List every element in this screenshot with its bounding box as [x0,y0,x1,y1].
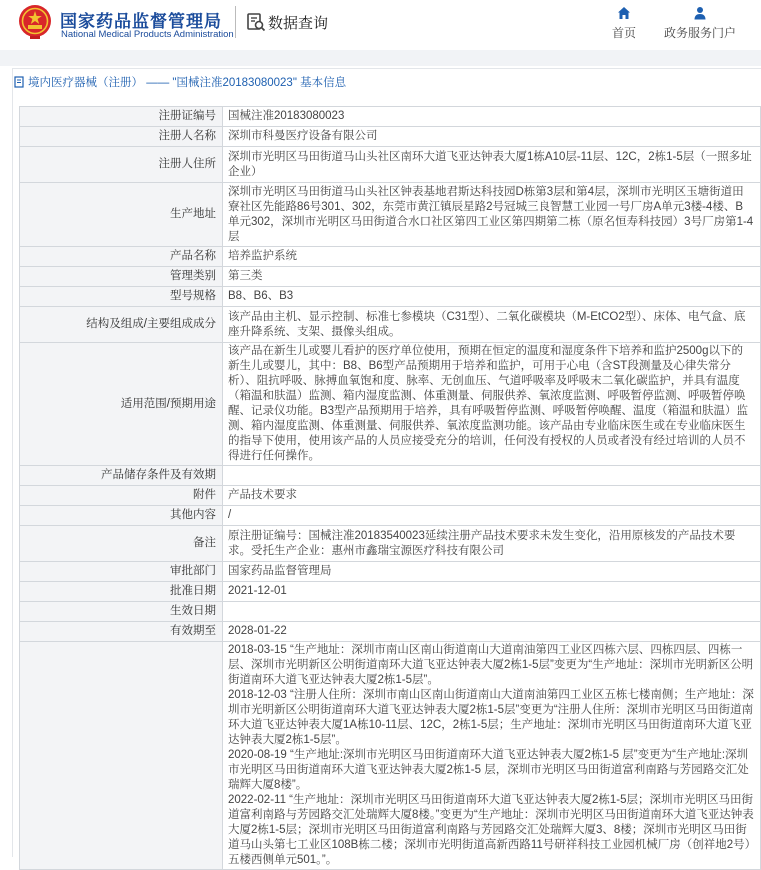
home-icon [617,6,631,20]
table-row [20,466,761,486]
row-value: 产品技术要求 [223,486,761,506]
breadcrumb-text: 境内医疗器械（注册） —— "国械注准20183080023" 基本信息 [28,77,347,89]
site-name-en: National Medical Products Administration [61,29,234,40]
row-value: 2028-01-22 [223,622,761,642]
table-row [20,127,761,147]
table-row [20,486,761,506]
row-label: 其他内容 [20,506,223,526]
row-value: 2021-12-01 [223,582,761,602]
header-separator-band [0,50,761,66]
table-row-change-history [20,642,761,870]
section-title: 数据查询 [268,15,329,32]
user-icon [693,6,707,20]
row-value: 深圳市光明区马田街道马山头社区钟表基地君斯达科技园D栋第3层和第4层，深圳市光明区玉塘街道田寮社区先能路86号301、302，东莞市黄江镇辰星路2号冠城三良智慧工业园一号厂房A单元3楼-4楼、B单元302，深圳市光明区马田街道合水口社区第四工业区第四期第二栋（原名恒寿科技园）3号厂房第1-4层 [223,183,761,247]
row-value: 该产品在新生儿或婴儿看护的医疗单位使用，预期在恒定的温度和湿度条件下培养和监护2500g以下的新生儿或婴儿，其中：B8、B6型产品预期用于培养和监护，可用于心电（含ST段测量及心律失常分析）、阻抗呼吸、脉搏血氧饱和度、脉率、无创血压、气道呼吸率及呼吸末二氧化碳监护，并具有温度（箱温和肤温）监测、箱内湿度监测、体重测量、伺服供养、氧浓度监测、呼吸暂停监测、呼吸暂停唤醒、记录仪功能。B3型产品预期用于培养，具有呼吸暂停监测、呼吸暂停唤醒、温度（箱温和肤温）监测、箱内湿度监测、体重测量、伺服供养、氧浓度监测功能。该产品由专业临床医生或在专业临床医生的指导下使用，使用该产品的人员应接受充分的培训，任何没有授权的人员或者没有经过培训的人员不得进行任何操作。 [223,343,761,466]
table-row [20,622,761,642]
table-row [20,247,761,267]
row-value: 原注册证编号：国械注准20183540023延续注册产品技术要求未发生变化，沿用原核发的产品技术要求。受托生产企业：惠州市鑫瑞宝源医疗科技有限公司 [223,526,761,562]
nav-portal-label: 政务服务门户 [663,26,736,40]
nav-home[interactable] [611,6,637,41]
row-label: 附件 [20,486,223,506]
table-row [20,183,761,247]
table-row [20,562,761,582]
row-label: 注册人名称 [20,127,223,147]
row-label: 产品储存条件及有效期 [20,466,223,486]
data-query-icon [246,12,266,32]
row-value [223,602,761,622]
table-row [20,267,761,287]
row-label: 产品名称 [20,247,223,267]
row-label: 生效日期 [20,602,223,622]
row-label: 生产地址 [20,183,223,247]
table-row [20,287,761,307]
row-value: B8、B6、B3 [223,287,761,307]
history-entry: 2018-12-03 “注册人住所：深圳市南山区南山街道南山大道南油第四工业区五栋七楼南侧；生产地址：深圳市光明新区公明街道南环大道飞亚达钟表大厦2栋1-5层”变更为“注册人住所：深圳市光明区马田街道南环大道飞亚达钟表大厦1A栋10-11层、12C，2栋1-5层；生产地址：深圳市光明区马田街道南环大道飞亚达钟表大厦2栋1-5层”。 [228,689,754,746]
row-value: 该产品由主机、显示控制、标准七参模块（C31型）、二氧化碳模块（M-EtCO2型）、床体、电气盒、底座升降系统、支架、摄像头组成。 [223,307,761,343]
nav-gov-service-portal[interactable] [660,6,740,41]
row-label: 结构及组成/主要组成成分 [20,307,223,343]
row-label: 注册人住所 [20,147,223,183]
table-row [20,526,761,562]
change-history [223,642,761,870]
row-value: 国械注准20183080023 [223,107,761,127]
table-row [20,307,761,343]
history-entry: 2018-03-15 “生产地址：深圳市南山区南山街道南山大道南油第四工业区四栋六层、四栋四层、四栋一层、深圳市光明新区公明街道南环大道飞亚达钟表大厦2栋1-5层”变更为“生产地址：深圳市光明新区公明街道南环大道飞亚达钟表大厦2栋1-5层”。 [228,644,754,686]
row-value [223,466,761,486]
table-row [20,107,761,127]
document-icon [13,76,25,88]
history-entry: 2022-02-11 “生产地址：深圳市光明区马田街道南环大道飞亚达钟表大厦2栋1-5层；深圳市光明区马田街道富利南路与芳园路交汇处瑞辉大厦8楼。”变更为“生产地址：深圳市光明区马田街道南环大道飞亚达钟表大厦2栋1-5层；深圳市光明区马田街道富利南路与芳园路交汇处瑞辉大厦3、8楼；深圳市光明区马田街道马山头第七工业区108B栋二楼；深圳市光明街道高新西路11号研祥科技工业园机械厂房（创祥地2号）五楼西侧单元501。”。 [228,794,754,866]
breadcrumb [13,74,346,94]
row-label: 审批部门 [20,562,223,582]
device-info-table [19,106,761,870]
table-row [20,582,761,602]
national-emblem-icon [18,4,52,40]
table-row [20,506,761,526]
history-entry: 2020-08-19 “生产地址:深圳市光明区马田街道南环大道飞亚达钟表大厦2栋1-5 层”变更为“生产地址:深圳市光明区马田街道南环大道飞亚达钟表大厦2栋1-5 层，深圳市光明区马田街道富利南路与芳园路交汇处瑞辉大厦8楼”。 [228,749,749,791]
row-value: / [223,506,761,526]
row-value: 深圳市科曼医疗设备有限公司 [223,127,761,147]
row-label: 注册证编号 [20,107,223,127]
row-value: 第三类 [223,267,761,287]
row-label: 批准日期 [20,582,223,602]
nav-home-label: 首页 [611,26,636,40]
row-label: 管理类别 [20,267,223,287]
header-divider [235,6,236,38]
site-name-cn: 国家药品监督管理局 [60,12,222,31]
row-value: 深圳市光明区马田街道马山头社区南环大道飞亚达钟表大厦1栋A10层-11层、12C，2栋1-5层（一照多址企业） [223,147,761,183]
row-label-empty [20,642,223,870]
row-value: 国家药品监督管理局 [223,562,761,582]
table-row [20,602,761,622]
row-label: 适用范围/预期用途 [20,343,223,466]
row-label: 型号规格 [20,287,223,307]
site-header [0,0,761,50]
row-label: 备注 [20,526,223,562]
row-value: 培养监护系统 [223,247,761,267]
row-label: 有效期至 [20,622,223,642]
table-row [20,147,761,183]
table-row [20,343,761,466]
